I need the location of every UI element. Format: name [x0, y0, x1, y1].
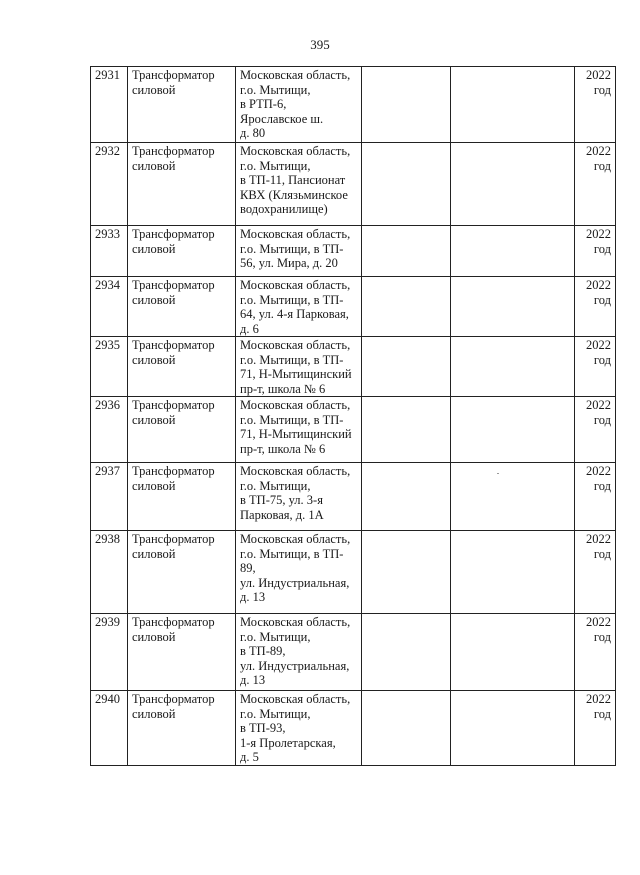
item-name-line: силовой — [132, 158, 176, 173]
address-line: г.о. Мытищи, в ТП- — [240, 241, 344, 256]
year-cell — [575, 614, 616, 691]
address-cell — [236, 691, 362, 766]
address-line: ул. Индустриальная, — [240, 658, 350, 673]
item-name-line: Трансформатор — [132, 532, 215, 546]
year-line: год — [593, 82, 611, 97]
item-name-line: силовой — [132, 706, 176, 721]
address-line: г.о. Мытищи, в ТП- — [240, 412, 344, 427]
address-line: 71, Н-Мытищинский — [240, 367, 352, 381]
year-line: 2022 — [586, 68, 611, 82]
item-name-line: Трансформатор — [132, 278, 215, 292]
year-line: 2022 — [586, 338, 611, 352]
item-name-line: Трансформатор — [132, 338, 215, 352]
item-name-line: силовой — [132, 352, 176, 367]
address-line: г.о. Мытищи, в ТП- — [240, 292, 344, 307]
address-line: Московская область, — [240, 692, 351, 706]
table-row — [91, 143, 616, 226]
address-line: Московская область, — [240, 144, 351, 158]
year-cell — [575, 277, 616, 337]
row-number-cell: 2936 — [91, 397, 128, 463]
scan-speck — [497, 473, 499, 474]
empty-cell — [362, 531, 451, 614]
address-line: пр-т, школа № 6 — [240, 381, 326, 396]
item-name-line: Трансформатор — [132, 144, 215, 158]
year-line: 2022 — [586, 532, 611, 546]
item-name-cell — [128, 226, 236, 277]
empty-cell — [362, 67, 451, 143]
empty-cell — [451, 614, 575, 691]
item-name-cell — [128, 397, 236, 463]
year-line: год — [593, 478, 611, 493]
address-line: г.о. Мытищи, — [240, 82, 311, 97]
item-name-line: силовой — [132, 546, 176, 561]
item-name-line: Трансформатор — [132, 227, 215, 241]
table-row — [91, 226, 616, 277]
item-name-line: силовой — [132, 629, 176, 644]
row-number-cell: 2931 — [91, 67, 128, 143]
registry-table-body — [91, 67, 616, 766]
address-line: г.о. Мытищи, в ТП- — [240, 546, 344, 561]
address-line: Московская область, — [240, 615, 351, 629]
empty-cell — [451, 226, 575, 277]
address-line: в ТП-11, Пансионат — [240, 173, 346, 187]
empty-cell — [451, 463, 575, 531]
year-line: 2022 — [586, 144, 611, 158]
year-line: год — [593, 412, 611, 427]
address-line: г.о. Мытищи, — [240, 629, 311, 644]
address-cell — [236, 67, 362, 143]
address-line: г.о. Мытищи, — [240, 158, 311, 173]
address-cell — [236, 277, 362, 337]
row-number-cell: 2937 — [91, 463, 128, 531]
address-line: Московская область, — [240, 278, 351, 292]
address-line: 56, ул. Мира, д. 20 — [240, 256, 338, 270]
empty-cell — [451, 337, 575, 397]
address-line: д. 80 — [240, 126, 266, 140]
row-number-cell: 2933 — [91, 226, 128, 277]
year-line: год — [593, 158, 611, 173]
item-name-line: силовой — [132, 82, 176, 97]
address-line: водохранилище) — [240, 202, 328, 216]
year-cell — [575, 397, 616, 463]
address-line: КВХ (Клязьминское — [240, 187, 348, 202]
address-line: Московская область, — [240, 464, 351, 478]
address-line: г.о. Мытищи, — [240, 478, 311, 493]
year-cell — [575, 67, 616, 143]
address-line: д. 6 — [240, 321, 259, 336]
year-line: год — [593, 546, 611, 561]
item-name-cell — [128, 691, 236, 766]
year-cell — [575, 691, 616, 766]
year-line: год — [593, 629, 611, 644]
address-cell — [236, 463, 362, 531]
address-line: Парковая, д. 1А — [240, 507, 324, 522]
item-name-line: силовой — [132, 478, 176, 493]
address-line: ул. Индустриальная, — [240, 575, 350, 590]
table-row — [91, 67, 616, 143]
address-line: г.о. Мытищи, — [240, 706, 311, 721]
year-cell — [575, 226, 616, 277]
empty-cell — [362, 463, 451, 531]
item-name-line: Трансформатор — [132, 464, 215, 478]
table-row — [91, 463, 616, 531]
table-row — [91, 337, 616, 397]
page-number: 395 — [310, 37, 330, 52]
address-line: Московская область, — [240, 227, 351, 241]
address-line: 71, Н-Мытищинский — [240, 427, 352, 441]
empty-cell — [451, 531, 575, 614]
empty-cell — [362, 614, 451, 691]
address-cell — [236, 226, 362, 277]
row-number-cell: 2938 — [91, 531, 128, 614]
address-line: 64, ул. 4-я Парковая, — [240, 307, 349, 321]
item-name-line: Трансформатор — [132, 615, 215, 629]
address-line: в ТП-93, — [240, 721, 286, 735]
address-line: в ТП-89, — [240, 644, 286, 658]
year-cell — [575, 531, 616, 614]
address-line: 89, — [240, 561, 256, 575]
item-name-cell — [128, 337, 236, 397]
year-line: год — [593, 706, 611, 721]
item-name-line: силовой — [132, 241, 176, 256]
row-number-cell: 2940 — [91, 691, 128, 766]
row-number-cell: 2934 — [91, 277, 128, 337]
address-line: Московская область, — [240, 398, 351, 412]
address-line: в РТП-6, — [240, 97, 287, 111]
year-line: 2022 — [586, 615, 611, 629]
row-number-cell: 2939 — [91, 614, 128, 691]
year-line: год — [593, 241, 611, 256]
address-line: Ярославское ш. — [240, 111, 324, 126]
address-cell — [236, 397, 362, 463]
address-line: Московская область, — [240, 338, 351, 352]
table-row — [91, 531, 616, 614]
empty-cell — [362, 277, 451, 337]
address-line: Московская область, — [240, 532, 351, 546]
address-line: г.о. Мытищи, в ТП- — [240, 352, 344, 367]
item-name-cell — [128, 67, 236, 143]
row-number-cell: 2932 — [91, 143, 128, 226]
empty-cell — [451, 397, 575, 463]
year-line: 2022 — [586, 692, 611, 706]
year-line: год — [593, 352, 611, 367]
address-line: 1-я Пролетарская, — [240, 735, 336, 750]
table-row — [91, 614, 616, 691]
item-name-cell — [128, 277, 236, 337]
item-name-cell — [128, 463, 236, 531]
item-name-line: силовой — [132, 412, 176, 427]
year-line: 2022 — [586, 398, 611, 412]
address-cell — [236, 614, 362, 691]
address-cell — [236, 143, 362, 226]
address-line: д. 13 — [240, 673, 266, 687]
address-line: д. 13 — [240, 590, 266, 604]
item-name-cell — [128, 531, 236, 614]
registry-table — [90, 66, 616, 766]
year-line: 2022 — [586, 278, 611, 292]
table-row — [91, 691, 616, 766]
item-name-cell — [128, 143, 236, 226]
empty-cell — [362, 226, 451, 277]
year-cell — [575, 143, 616, 226]
year-line: 2022 — [586, 464, 611, 478]
empty-cell — [451, 67, 575, 143]
year-cell — [575, 463, 616, 531]
address-cell — [236, 337, 362, 397]
table-row — [91, 397, 616, 463]
address-cell — [236, 531, 362, 614]
year-line: 2022 — [586, 227, 611, 241]
table-row — [91, 277, 616, 337]
year-cell — [575, 337, 616, 397]
address-line: пр-т, школа № 6 — [240, 441, 326, 456]
empty-cell — [362, 691, 451, 766]
row-number-cell: 2935 — [91, 337, 128, 397]
item-name-line: Трансформатор — [132, 68, 215, 82]
empty-cell — [451, 691, 575, 766]
empty-cell — [451, 143, 575, 226]
empty-cell — [362, 397, 451, 463]
item-name-line: силовой — [132, 292, 176, 307]
year-line: год — [593, 292, 611, 307]
address-line: в ТП-75, ул. 3-я — [240, 493, 323, 507]
address-line: Московская область, — [240, 68, 351, 82]
item-name-line: Трансформатор — [132, 692, 215, 706]
empty-cell — [451, 277, 575, 337]
empty-cell — [362, 337, 451, 397]
address-line: д. 5 — [240, 750, 259, 764]
item-name-cell — [128, 614, 236, 691]
item-name-line: Трансформатор — [132, 398, 215, 412]
empty-cell — [362, 143, 451, 226]
